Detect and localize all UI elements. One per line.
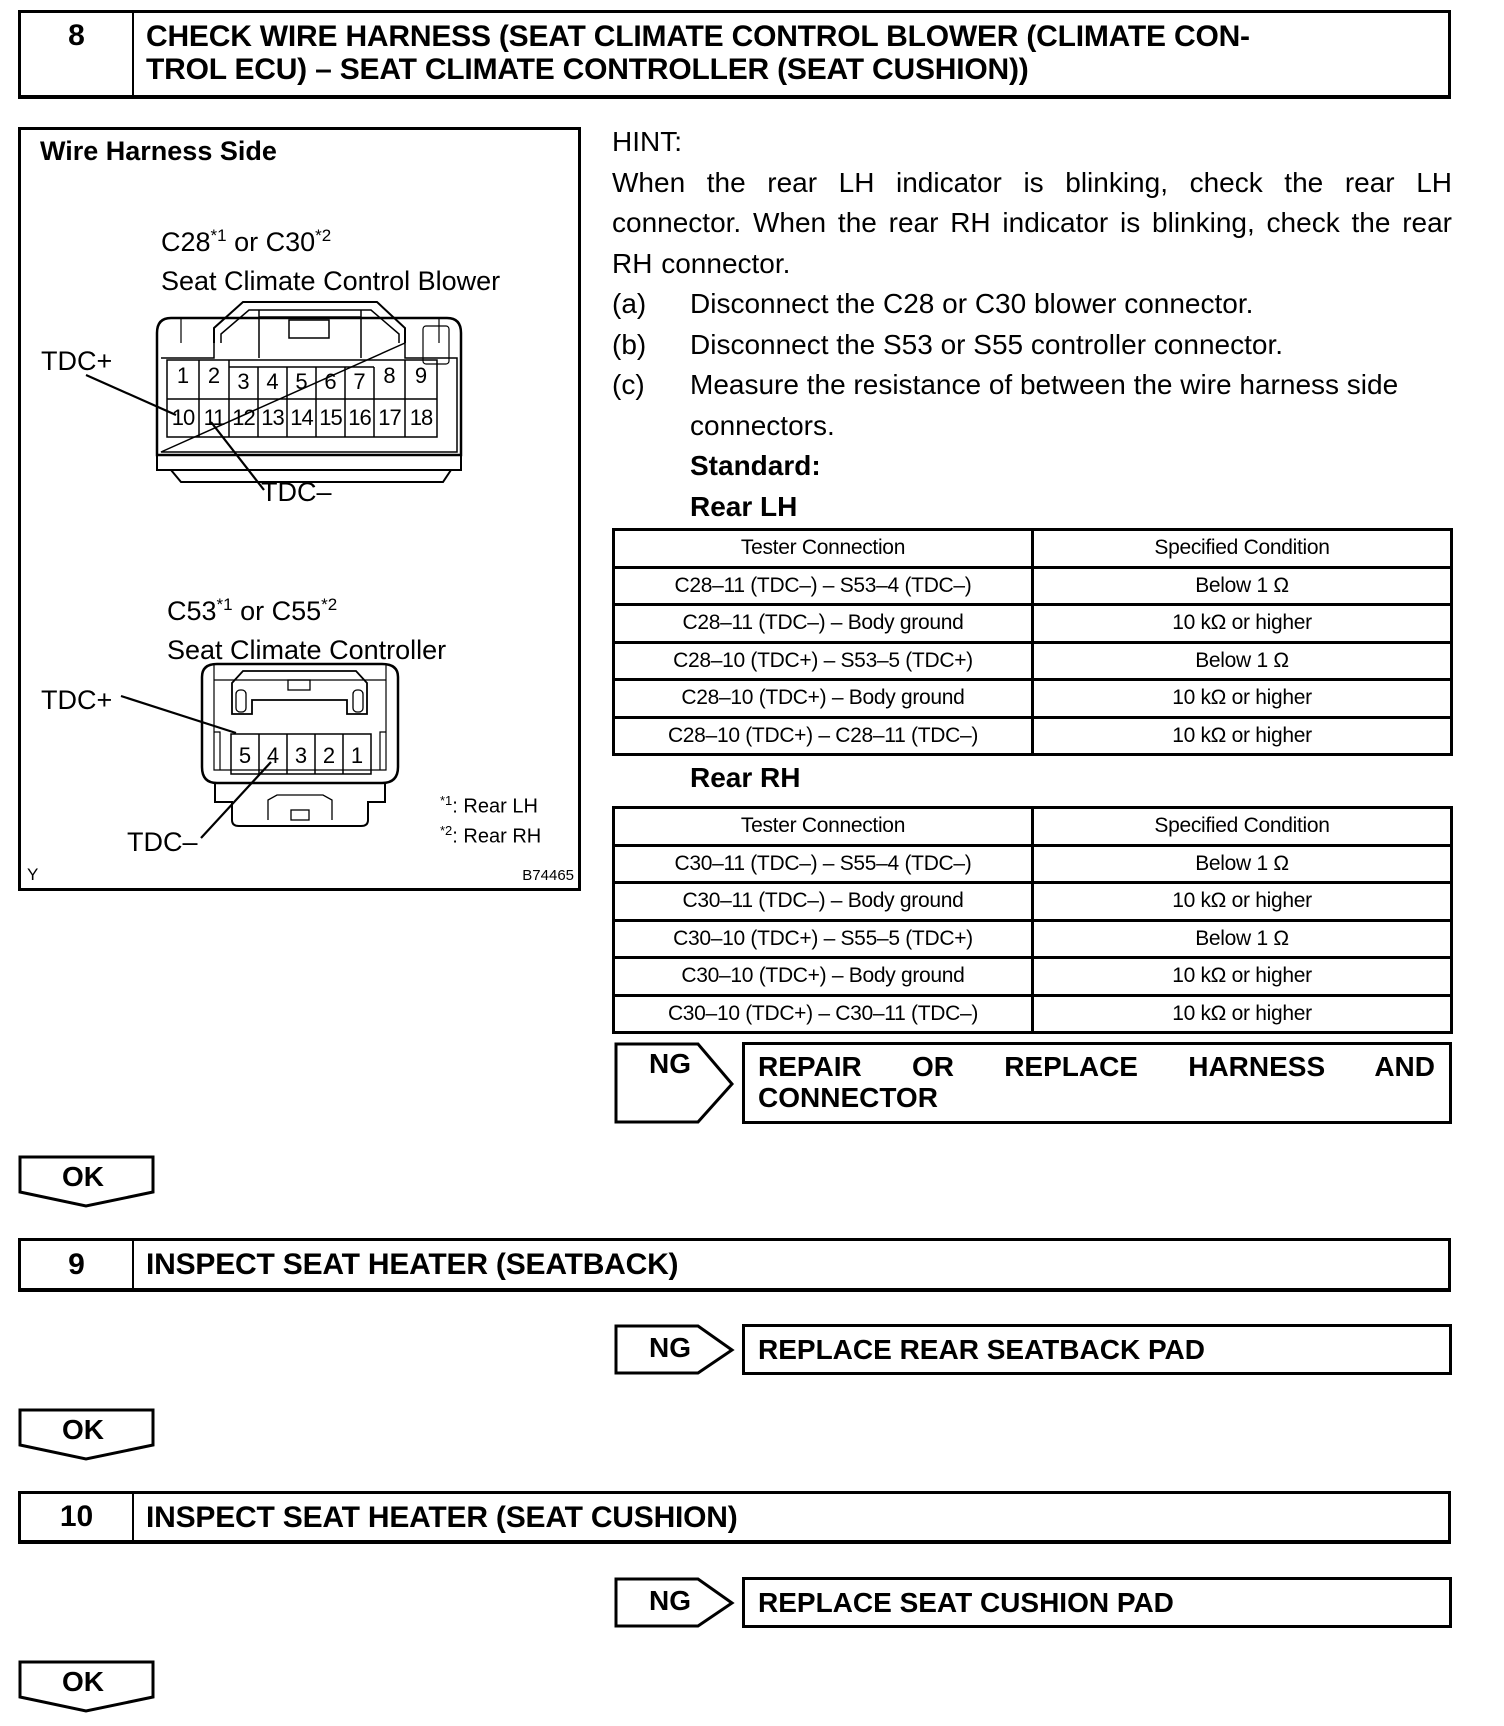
column-header: Specified Condition [1033,808,1452,846]
step-number: 9 [21,1241,134,1288]
tester-connection: C28–10 (TDC+) – C28–11 (TDC–) [614,717,1033,755]
connector1-name: Seat Climate Control Blower [161,266,501,296]
tester-connection: C28–10 (TDC+) – S53–5 (TDC+) [614,642,1033,680]
pin-1: 1 [176,363,190,388]
pin-11: 11 [203,405,225,430]
rear-lh-table [612,528,1453,756]
table-row [614,958,1452,996]
footnote-rear-lh: $^{*1}$: Rear LH [440,793,538,818]
pin-14: 14 [290,405,313,430]
pin-4: 4 [266,369,279,394]
rear-lh-label: Rear LH [690,490,798,522]
step-title-line-1: CHECK WIRE HARNESS (SEAT CLIMATE CONTROL BLOWER (CLIMATE CON- [146,20,1250,53]
pin-3: 3 [237,369,250,394]
step-title: INSPECT SEAT HEATER (SEATBACK) [146,1248,679,1281]
table-row [614,680,1452,718]
column-header: Tester Connection [614,808,1033,846]
step-10-ok-button[interactable] [18,1660,156,1713]
ok-label: OK [62,1414,104,1445]
hint-label: HINT: [612,126,682,157]
connector2-tdc-plus-label: TDC+ [41,685,113,715]
pin-2: 2 [322,743,336,768]
pin-16: 16 [348,405,371,430]
corner-mark: Y [27,865,39,884]
step-number: 8 [21,13,134,95]
diagram-heading: Wire Harness Side [40,136,277,166]
table-row [614,920,1452,958]
footnote-rear-rh: $^{*2}$: Rear RH [440,823,542,848]
step-9-ok-button[interactable] [18,1408,156,1461]
specified-condition: 10 kΩ or higher [1033,995,1452,1033]
step-10-ng-action: REPLACE SEAT CUSHION PAD [742,1577,1452,1628]
specified-condition: Below 1 Ω [1033,845,1452,883]
step-title [134,13,1448,95]
procedure-step-a: (a) Disconnect the C28 or C30 blower connector. [612,288,1254,319]
step-title-line-2: TROL ECU) – SEAT CLIMATE CONTROLLER (SEAT CUSHION)) [146,53,1029,86]
specified-condition: Below 1 Ω [1033,642,1452,680]
specified-condition: 10 kΩ or higher [1033,958,1452,996]
table-header-row [614,808,1452,846]
pin-1: 1 [350,743,364,768]
step-8-ok-button[interactable] [18,1155,156,1208]
connector2-code: C53$^{*1}$ or C55$^{*2}$ [167,595,338,626]
ok-label: OK [62,1666,104,1697]
connector2-tdc-minus-label: TDC– [127,827,198,857]
connector1-tdc-minus-label: TDC– [261,477,332,507]
connector2-name: Seat Climate Controller [167,635,447,665]
pin-12: 12 [232,405,255,430]
specified-condition: 10 kΩ or higher [1033,605,1452,643]
pin-6: 6 [324,369,337,394]
tester-connection: C30–10 (TDC+) – Body ground [614,958,1033,996]
procedure-step-b: (b) Disconnect the S53 or S55 controller connector. [612,328,1284,360]
pin-3: 3 [294,743,308,768]
connector1-code: C28$^{*1}$ or C30$^{*2}$ [161,226,332,257]
step-9-ng-button[interactable] [614,1324,736,1375]
connector2-drawing [21,130,581,890]
pin-15: 15 [319,405,342,430]
table-row [614,642,1452,680]
pin-5: 5 [238,743,252,768]
step-8-header [18,10,1451,99]
step-number: 10 [21,1494,134,1540]
connector2-pins [231,734,371,774]
tester-connection: C30–11 (TDC–) – S55–4 (TDC–) [614,845,1033,883]
column-header: Specified Condition [1033,530,1452,568]
table-row [614,845,1452,883]
tester-connection: C30–11 (TDC–) – Body ground [614,883,1033,921]
procedure-step-c: (c) Measure the resistance of between the wire harness side connectors. [612,369,1399,441]
pin-9: 9 [414,363,428,388]
step-10-header [18,1491,1451,1544]
column-header: Tester Connection [614,530,1033,568]
step-10-ng-button[interactable] [614,1577,736,1628]
specified-condition: 10 kΩ or higher [1033,883,1452,921]
ng-label: NG [649,1332,691,1363]
table-row [614,567,1452,605]
ok-label: OK [62,1161,104,1192]
table-header-row [614,530,1452,568]
tester-connection: C30–10 (TDC+) – S55–5 (TDC+) [614,920,1033,958]
pin-13: 13 [261,405,284,430]
tester-connection: C30–10 (TDC+) – C30–11 (TDC–) [614,995,1033,1033]
specified-condition: 10 kΩ or higher [1033,717,1452,755]
pin-5: 5 [295,369,308,394]
pin-8: 8 [383,363,396,388]
ng-label: NG [649,1585,691,1616]
rear-rh-label: Rear RH [690,762,801,793]
pin-10: 10 [171,405,195,430]
table-row [614,995,1452,1033]
tester-connection: C28–11 (TDC–) – Body ground [614,605,1033,643]
procedure-text [612,122,1452,527]
ng-label: NG [649,1048,691,1079]
step-9-ng-action: REPLACE REAR SEATBACK PAD [742,1324,1452,1375]
specified-condition: 10 kΩ or higher [1033,680,1452,718]
pin-7: 7 [353,369,366,394]
tester-connection: C28–10 (TDC+) – Body ground [614,680,1033,718]
tester-connection: C28–11 (TDC–) – S53–4 (TDC–) [614,567,1033,605]
pin-17: 17 [378,405,401,430]
rear-rh-table [612,806,1453,1034]
figure-id: B74465 [522,867,574,884]
wire-harness-diagram [18,127,581,891]
step-8-ng-action: REPAIR OR REPLACE HARNESS AND CONNECTOR [742,1042,1452,1124]
step-9-header [18,1238,1451,1292]
table-row [614,605,1452,643]
pin-2: 2 [207,363,221,388]
standard-label: Standard: [690,450,821,481]
step-title: INSPECT SEAT HEATER (SEAT CUSHION) [146,1500,738,1534]
specified-condition: Below 1 Ω [1033,567,1452,605]
rear-lh-row [612,487,1452,528]
table-row [614,717,1452,755]
connector1-tdc-plus-label: TDC+ [41,346,113,376]
pin-4: 4 [266,743,280,768]
hint-text: When the rear LH indicator is blinking, check the rear LH connector. When the rear RH indicator is blinking, check the rear RH connector. [612,166,1452,279]
step-8-ng-button[interactable] [614,1042,736,1124]
procedure-steps [612,284,1452,527]
pin-18: 18 [409,405,433,430]
table-row [614,883,1452,921]
specified-condition: Below 1 Ω [1033,920,1452,958]
standard-row [612,446,1452,487]
